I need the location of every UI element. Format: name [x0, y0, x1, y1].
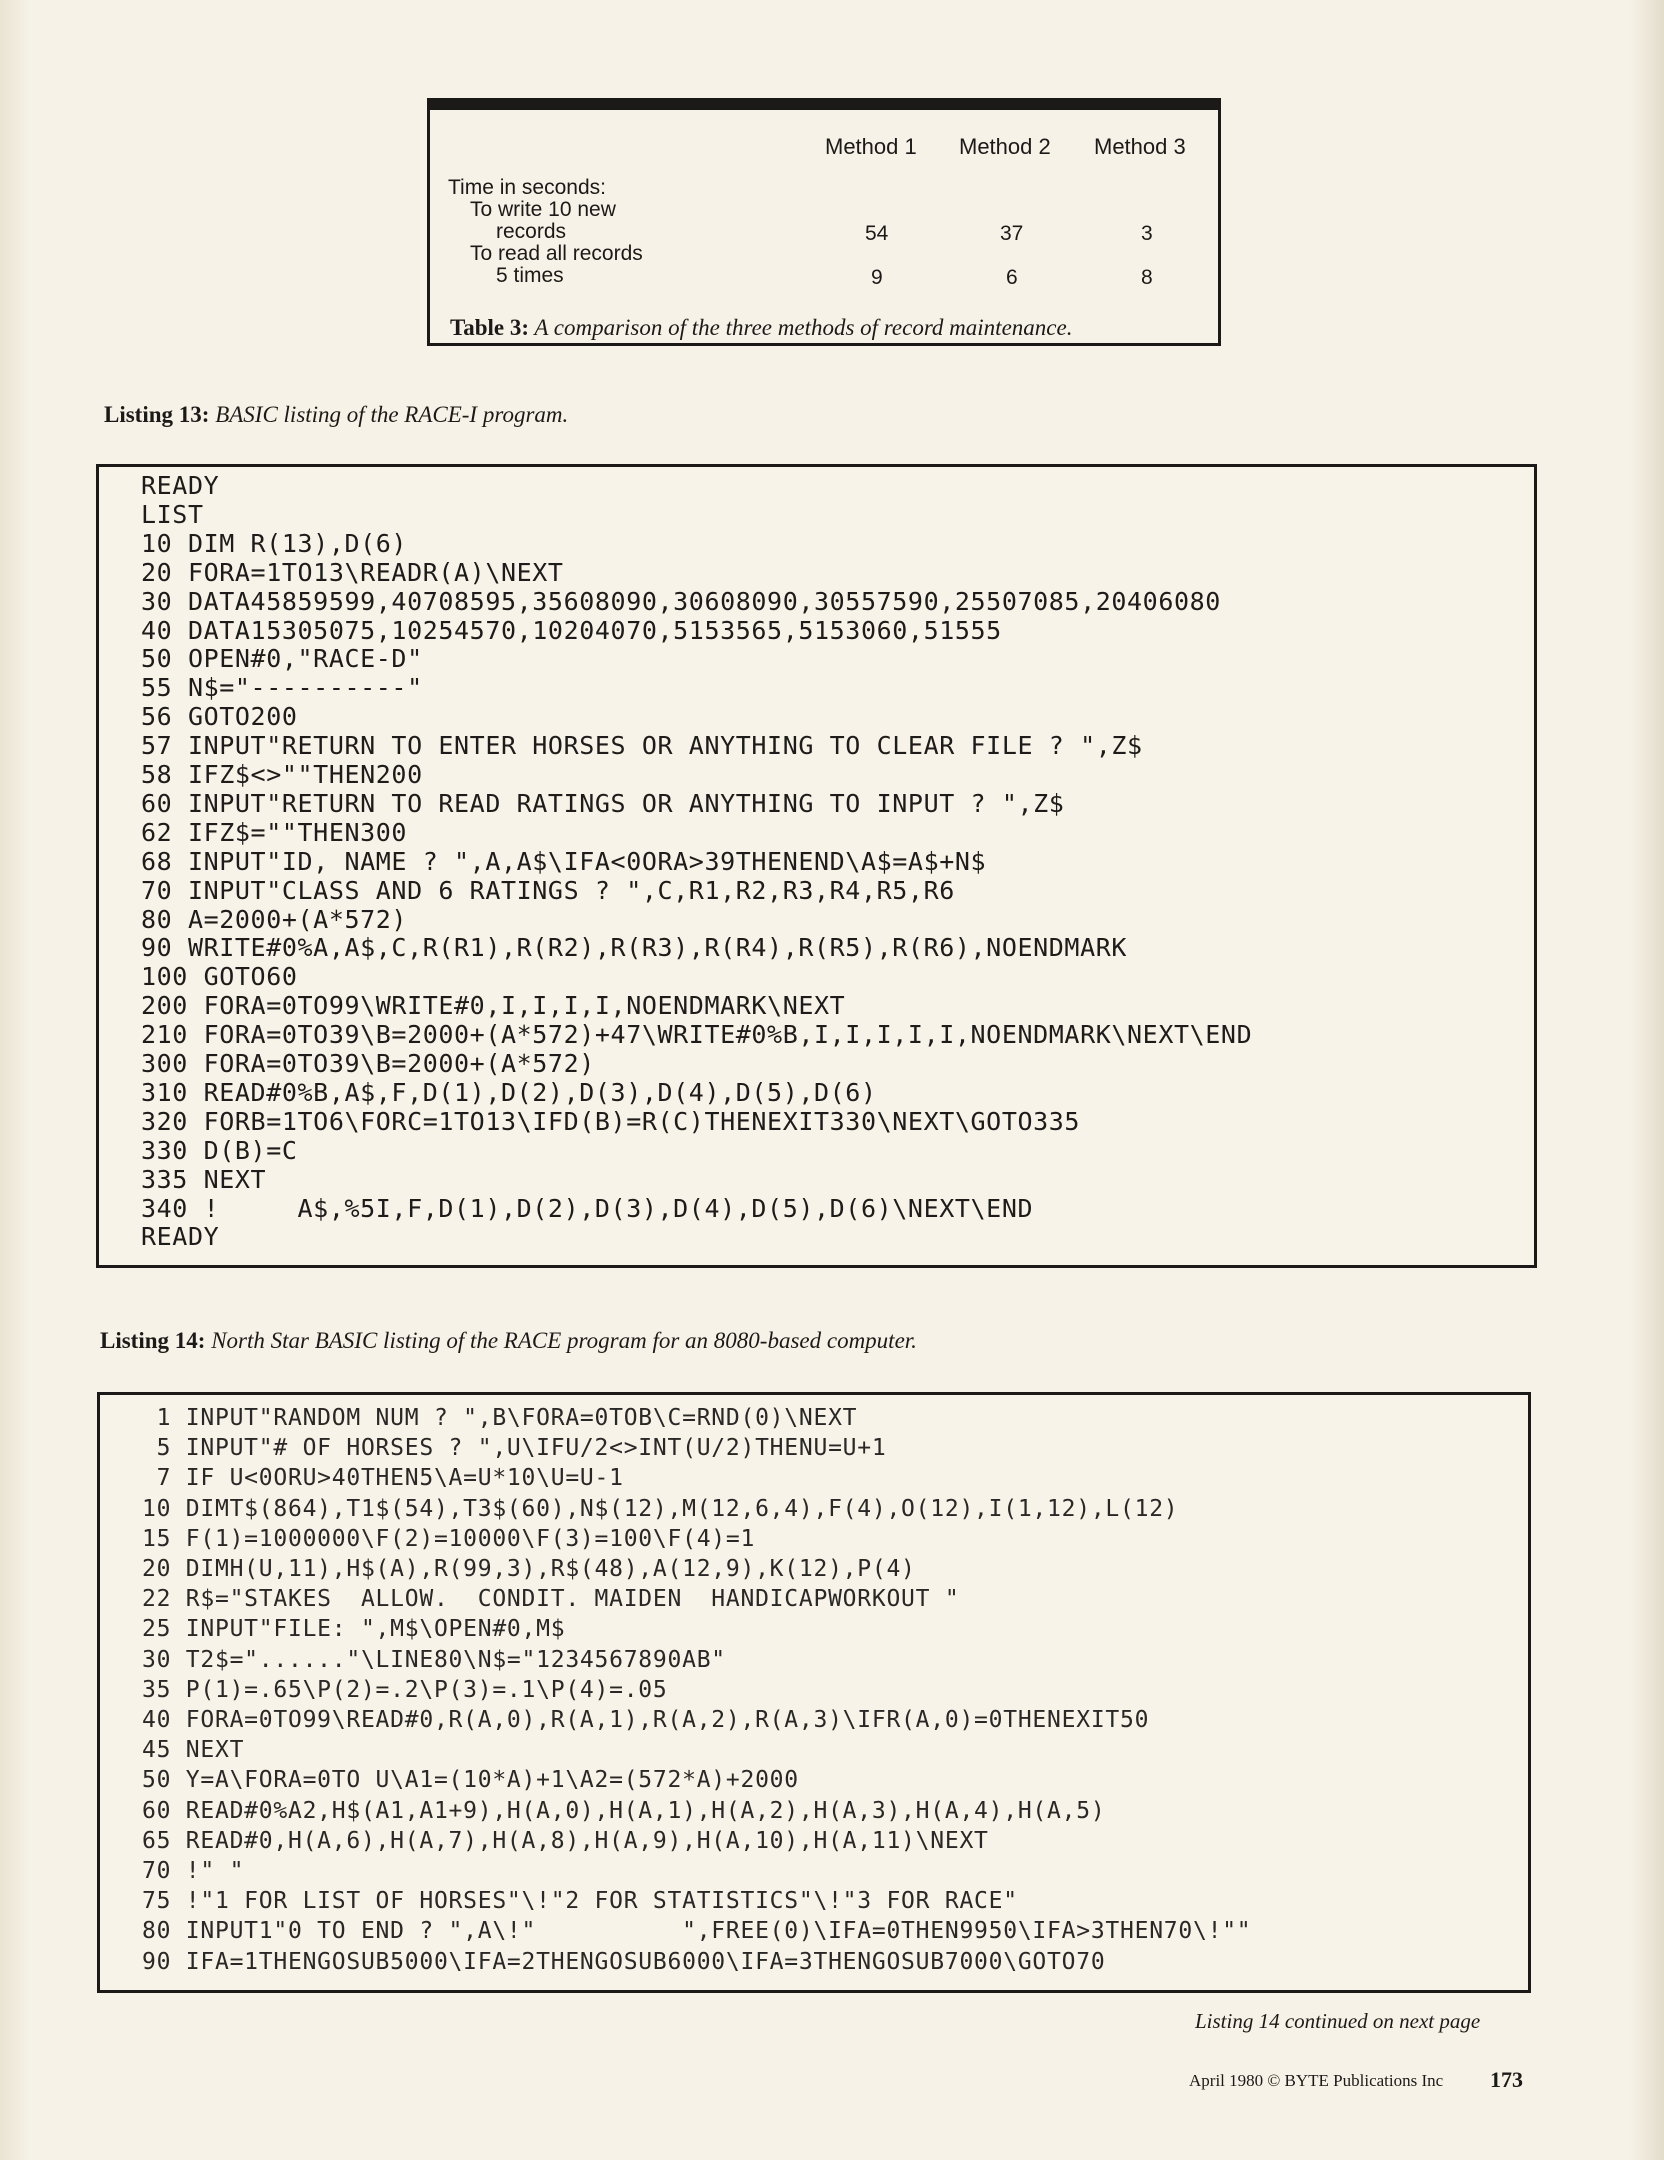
listing-13-code-line: 210 FORA=0TO39\B=2000+(A*572)+47\WRITE#0%B,I,I,I,I,I,NOENDMARK\NEXT\END: [141, 1020, 1253, 1050]
publication-line: April 1980 © BYTE Publications Inc: [1189, 2071, 1444, 2090]
row-label-write: To write 10 new: [470, 198, 616, 221]
listing-13-code-line: 55 N$="----------": [141, 673, 423, 703]
table-header-method-1: Method 1: [825, 134, 917, 159]
listing-13-code-line: 10 DIM R(13),D(6): [141, 528, 408, 558]
listing-14-code-line: 30 T2$="......"\LINE80\N$="1234567890AB": [142, 1646, 726, 1673]
listing-14-code-line: 65 READ#0,H(A,6),H(A,7),H(A,8),H(A,9),H(A,10),H(A,11)\NEXT: [142, 1827, 989, 1854]
listing-13-code-line: 20 FORA=1TO13\READR(A)\NEXT: [141, 557, 564, 587]
listing-14-code-line: 45 NEXT: [142, 1737, 245, 1764]
listing-14-code-line: 60 READ#0%A2,H$(A1,A1+9),H(A,0),H(A,1),H(A,2),H(A,3),H(A,4),H(A,5): [142, 1797, 1106, 1824]
read-value-method-2: 6: [1006, 266, 1018, 289]
listing-14-code-line: 40 FORA=0TO99\READ#0,R(A,0),R(A,1),R(A,2),R(A,3)\IFR(A,0)=0THENEXIT50: [142, 1707, 1150, 1733]
listing-14-code-line: 75 !"1 FOR LIST OF HORSES"\!"2 FOR STATISTICS"\!"3 FOR RACE": [142, 1888, 1018, 1915]
listing-13-code-line: 300 FORA=0TO39\B=2000+(A*572): [141, 1049, 595, 1078]
listing-14-label: Listing 14:: [100, 1328, 206, 1353]
listing-13-code-line: 30 DATA45859599,40708595,35608090,30608090,30557590,25507085,20406080: [141, 586, 1221, 616]
table-3-caption-label: Table 3:: [450, 315, 530, 340]
read-value-method-1: 9: [871, 266, 883, 289]
listing-13-code-line: 100 GOTO60: [141, 962, 298, 992]
write-value-method-3: 3: [1141, 222, 1153, 245]
listing-13-code-line: 40 DATA15305075,10254570,10204070,5153565,5153060,51555: [141, 615, 1002, 645]
table-3: [427, 98, 1221, 346]
listing-13-title: BASIC listing of the RACE-I program.: [215, 402, 569, 427]
listing-13-code-line: 320 FORB=1TO6\FORC=1TO13\IFD(B)=R(C)THENEXIT330\NEXT\GOTO335: [141, 1106, 1081, 1136]
listing-13-caption: [104, 402, 568, 428]
listing-13-label: Listing 13:: [104, 402, 210, 427]
listing-14-code-line: 10 DIMT$(864),T1$(54),T3$(60),N$(12),M(12,6,4),F(4),O(12),I(1,12),L(12): [142, 1495, 1179, 1522]
read-value-method-3: 8: [1141, 266, 1153, 289]
listing-14-code-line: 5 INPUT"# OF HORSES ? ",U\IFU/2<>INT(U/2)THENU=U+1: [142, 1435, 887, 1462]
listing-13-code-line: 80 A=2000+(A*572): [141, 904, 408, 934]
listing-13-code-line: READY: [141, 471, 220, 500]
listing-13-code-line: 330 D(B)=C: [141, 1135, 298, 1165]
listing-13-code-line: 62 IFZ$=""THEN300: [141, 817, 408, 847]
listing-14-caption: [100, 1328, 917, 1354]
page-number: 173: [1490, 2067, 1523, 2092]
listing-14-code-line: 7 IF U<0ORU>40THEN5\A=U*10\U=U-1: [142, 1465, 624, 1492]
listing-13-code-line: 335 NEXT: [141, 1164, 267, 1194]
listing-13-code-line: 340 ! A$,%5I,F,D(1),D(2),D(3),D(4),D(5),D(6)\NEXT\END: [141, 1193, 1034, 1223]
listing-14-code-line: 25 INPUT"FILE: ",M$\OPEN#0,M$: [142, 1616, 566, 1643]
listing-13-code-line: 310 READ#0%B,A$,F,D(1),D(2),D(3),D(4),D(5),D(6): [141, 1077, 877, 1107]
listing-13-code-line: LIST: [141, 499, 204, 529]
listing-13-code-line: 200 FORA=0TO99\WRITE#0,I,I,I,I,NOENDMARK\NEXT: [141, 991, 846, 1021]
continued-note: Listing 14 continued on next page: [1195, 2009, 1481, 2033]
listing-14-code-line: 70 !" ": [142, 1858, 245, 1884]
listing-13-code-line: 90 WRITE#0%A,A$,C,R(R1),R(R2),R(R3),R(R4),R(R5),R(R6),NOENDMARK: [141, 933, 1128, 963]
write-value-method-2: 37: [1000, 222, 1024, 245]
table-header-method-2: Method 2: [959, 134, 1051, 159]
listing-13-code-line: 56 GOTO200: [141, 702, 298, 732]
row-label-read: To read all records: [470, 242, 643, 265]
listing-14-code-line: 15 F(1)=1000000\F(2)=10000\F(3)=100\F(4)=1: [142, 1525, 756, 1552]
table-header-method-3: Method 3: [1094, 134, 1186, 159]
listing-13-code-line: 60 INPUT"RETURN TO READ RATINGS OR ANYTHING TO INPUT ? ",Z$: [141, 788, 1065, 818]
listing-14-title: North Star BASIC listing of the RACE program for an 8080-based computer.: [211, 1328, 917, 1353]
listing-14-code-line: 35 P(1)=.65\P(2)=.2\P(3)=.1\P(4)=.05: [142, 1676, 668, 1703]
listing-14-code-line: 1 INPUT"RANDOM NUM ? ",B\FORA=0TOB\C=RND(0)\NEXT: [142, 1405, 858, 1431]
row-label-records: records: [496, 220, 567, 243]
listing-13-code-line: 68 INPUT"ID, NAME ? ",A,A$\IFA<0ORA>39THENEND\A$=A$+N$: [141, 846, 987, 876]
write-value-method-1: 54: [865, 222, 889, 245]
listing-13-code-line: 58 IFZ$<>""THEN200: [141, 760, 423, 789]
table-3-caption-text: A comparison of the three methods of record maintenance.: [534, 315, 1073, 340]
listing-13-code-line: 70 INPUT"CLASS AND 6 RATINGS ? ",C,R1,R2,R3,R4,R5,R6: [141, 875, 955, 905]
listing-14-code-line: 90 IFA=1THENGOSUB5000\IFA=2THENGOSUB6000\IFA=3THENGOSUB7000\GOTO70: [142, 1948, 1106, 1975]
row-label-times: 5 times: [496, 264, 564, 287]
listing-13-box: [96, 464, 1537, 1268]
listing-13-code-line: READY: [141, 1222, 220, 1252]
row-label-time: Time in seconds:: [448, 176, 606, 199]
listing-13-code-line: 57 INPUT"RETURN TO ENTER HORSES OR ANYTHING TO CLEAR FILE ? ",Z$: [141, 731, 1143, 761]
listing-14-code-line: 80 INPUT1"0 TO END ? ",A\!" ",FREE(0)\IFA=0THEN9950\IFA>3THEN70\!"": [142, 1918, 1252, 1945]
listing-13-code-line: 50 OPEN#0,"RACE-D": [141, 644, 423, 674]
listing-14-code-line: 20 DIMH(U,11),H$(A),R(99,3),R$(48),A(12,9),K(12),P(4): [142, 1556, 916, 1582]
listing-14-code-line: 22 R$="STAKES ALLOW. CONDIT. MAIDEN HANDICAPWORKOUT ": [142, 1586, 960, 1613]
listing-14-code-line: 50 Y=A\FORA=0TO U\A1=(10*A)+1\A2=(572*A)+2000: [142, 1767, 799, 1794]
listing-14-box: [97, 1392, 1531, 1993]
table-3-caption: [450, 315, 1072, 341]
